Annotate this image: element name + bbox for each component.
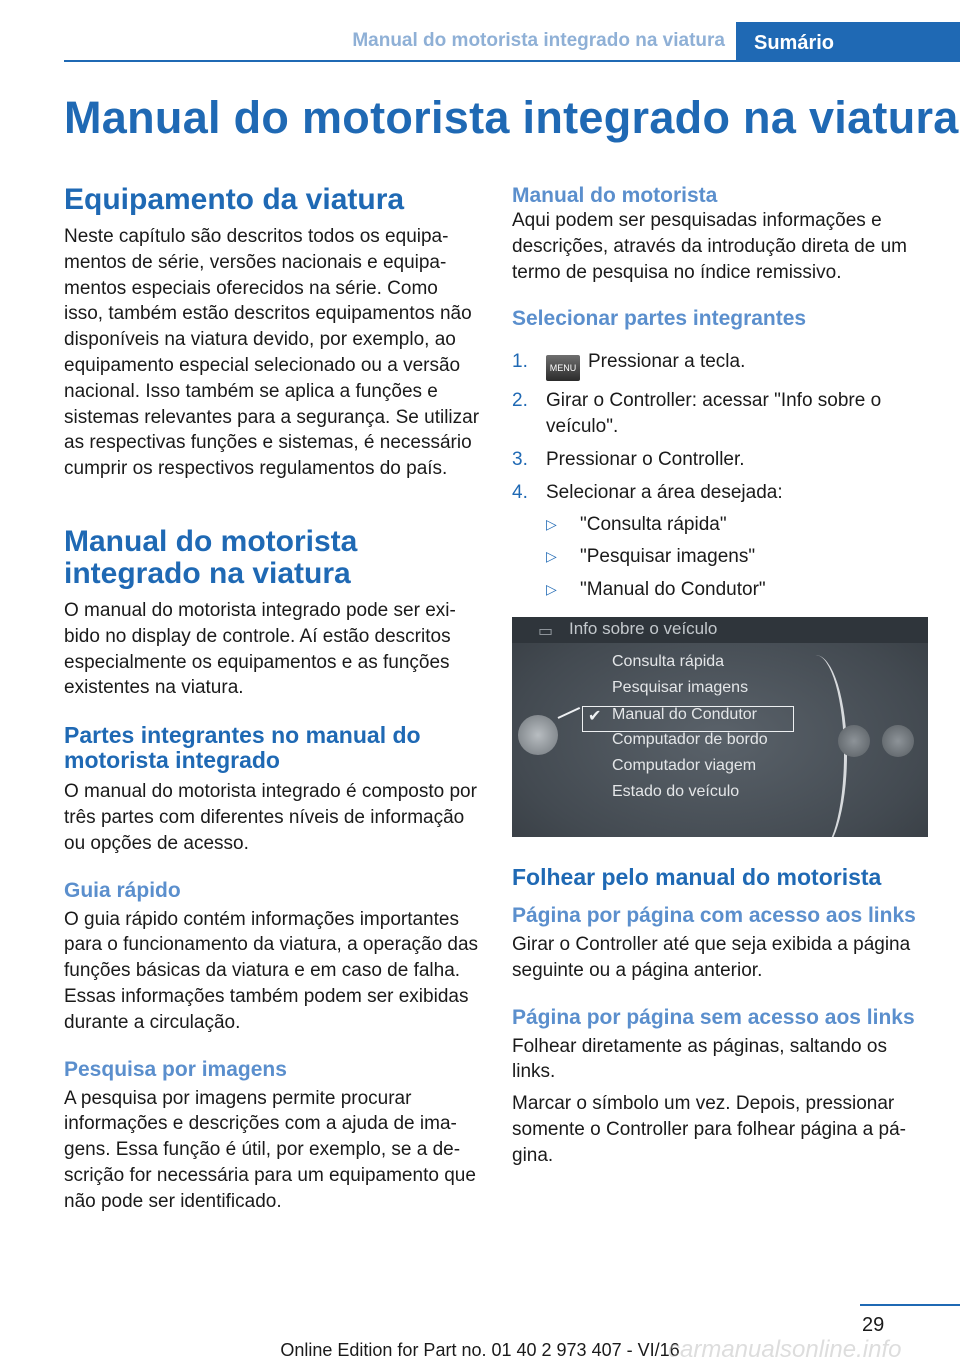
vehicle-info-screen-image	[512, 617, 928, 837]
select-parts-heading: Selecionar partes integrantes	[512, 307, 807, 331]
page-title: Manual do motorista integrado na viatura	[64, 92, 959, 143]
header-rule	[64, 60, 960, 62]
sub-list	[546, 512, 930, 603]
footer-rule	[860, 1304, 960, 1306]
parts-heading: Partes integrantes no manual do motorista integrado	[64, 722, 421, 774]
steps-list	[512, 349, 930, 603]
check-icon: ✔	[588, 707, 602, 725]
equipment-heading: Equipamento da viatura	[64, 183, 405, 216]
right-column	[512, 184, 930, 1169]
header-section-title: Manual do motorista integrado na viatura	[352, 30, 725, 51]
watermark: carmanualsonline.info	[668, 1336, 902, 1363]
list-item: ▷ "Pesquisar imagens"	[546, 544, 930, 570]
parts-text: O manual do motorista integrado é composto por três partes com diferentes níveis de informação ou opções de acesso.	[64, 781, 477, 854]
with-links-heading: Página por página com acesso aos links	[512, 903, 916, 927]
screen-scroll-arc	[784, 655, 847, 837]
controller-knob-icon	[518, 715, 558, 755]
list-item: 3. Pressionar o Controller.	[512, 448, 745, 470]
screen-menu-item: Pesquisar imagens	[612, 678, 749, 696]
triangle-bullet-icon: ▷	[546, 548, 557, 565]
triangle-bullet-icon: ▷	[546, 581, 557, 598]
list-item: 2. Girar o Controller: acessar "Info sobre o veículo".	[512, 390, 882, 438]
driver-manual-text: Aqui podem ser pesquisadas informações e descrições, através da introdução direta de um termo de pesquisa no índice remissivo.	[512, 210, 907, 283]
tab-summary[interactable]: Sumário	[736, 22, 960, 62]
list-item: 4. Selecionar a área desejada: ▷ "Consulta rápida" ▷ "Pesquisar imagens" ▷ "Manual do Condutor"	[512, 480, 930, 603]
screen-title: Info sobre o veículo	[569, 618, 718, 638]
image-search-heading: Pesquisa por imagens	[64, 1057, 287, 1081]
edition-footer: Online Edition for Part no. 01 40 2 973 407 - VI/16	[280, 1340, 680, 1360]
list-item: ▷ "Manual do Condutor"	[546, 577, 930, 603]
image-search-text: A pesquisa por imagens permite procurar informações e descrições com a ajuda de imagens. Essa função é útil, por exemplo, se a descrição for necessária para um equipamento que não pode ser identificado.	[64, 1087, 476, 1212]
page-number: 29	[862, 1314, 885, 1336]
browse-heading: Folhear pelo manual do motorista	[512, 863, 882, 890]
list-item: ▷ "Consulta rápida"	[546, 512, 930, 538]
list-item: 1. MENU Pressionar a tecla.	[512, 349, 930, 381]
integrated-manual-heading: Manual do motorista integrado na viatura	[64, 524, 358, 590]
without-links-text: Folhear diretamente as páginas, saltando os links.	[512, 1035, 887, 1083]
quick-guide-heading: Guia rápido	[64, 878, 181, 902]
driver-manual-heading: Manual do motorista	[512, 184, 718, 207]
screen-menu-item: Computador viagem	[612, 756, 757, 774]
screen-menu-item: Computador de bordo	[612, 730, 768, 748]
screen-control-icon	[838, 725, 870, 757]
screen-menu-item: Consulta rápida	[612, 652, 725, 670]
with-links-text: Girar o Controller até que seja exibida a página seguinte ou a página anterior.	[512, 933, 911, 981]
equipment-text: Neste capítulo são descritos todos os equipamentos de série, versões nacionais e equipamentos especiais oferecidos na série. Como isso, também estão descritos equipamentos não disponíveis na viatura devido, por exemplo, ao equipamento especial selecionado ou a versão nacional. Isso também se aplica a funções e sistemas relevantes para a segurança. Se utilizar as respectivas funções e sistemas, é necessário cumprir os respectivos regulamentos do país.	[64, 226, 480, 480]
screen-control-icon	[882, 725, 914, 757]
without-links-text: Marcar o símbolo um vez. Depois, pressionar somente o Controller para folhear página a página.	[512, 1093, 906, 1166]
triangle-bullet-icon: ▷	[546, 515, 557, 532]
pointer-line	[558, 707, 581, 719]
screen-menu-item: Manual do Condutor	[612, 705, 757, 723]
left-column	[64, 184, 482, 1215]
screen-menu-item: Estado do veículo	[612, 782, 740, 800]
car-icon: ▭	[538, 622, 554, 640]
menu-key-icon: MENU	[546, 355, 580, 381]
without-links-heading: Página por página sem acesso aos links	[512, 1005, 915, 1029]
quick-guide-text: O guia rápido contém informações importantes para o funcionamento da viatura, a operação das funções básicas da viatura e em caso de falha. Essas informações também podem ser exibidas durante a circulação.	[64, 908, 479, 1033]
integrated-manual-text: O manual do motorista integrado pode ser exibido no display de controle. Aí estão descritos especialmente os equipamentos e as funções existentes na viatura.	[64, 599, 456, 699]
